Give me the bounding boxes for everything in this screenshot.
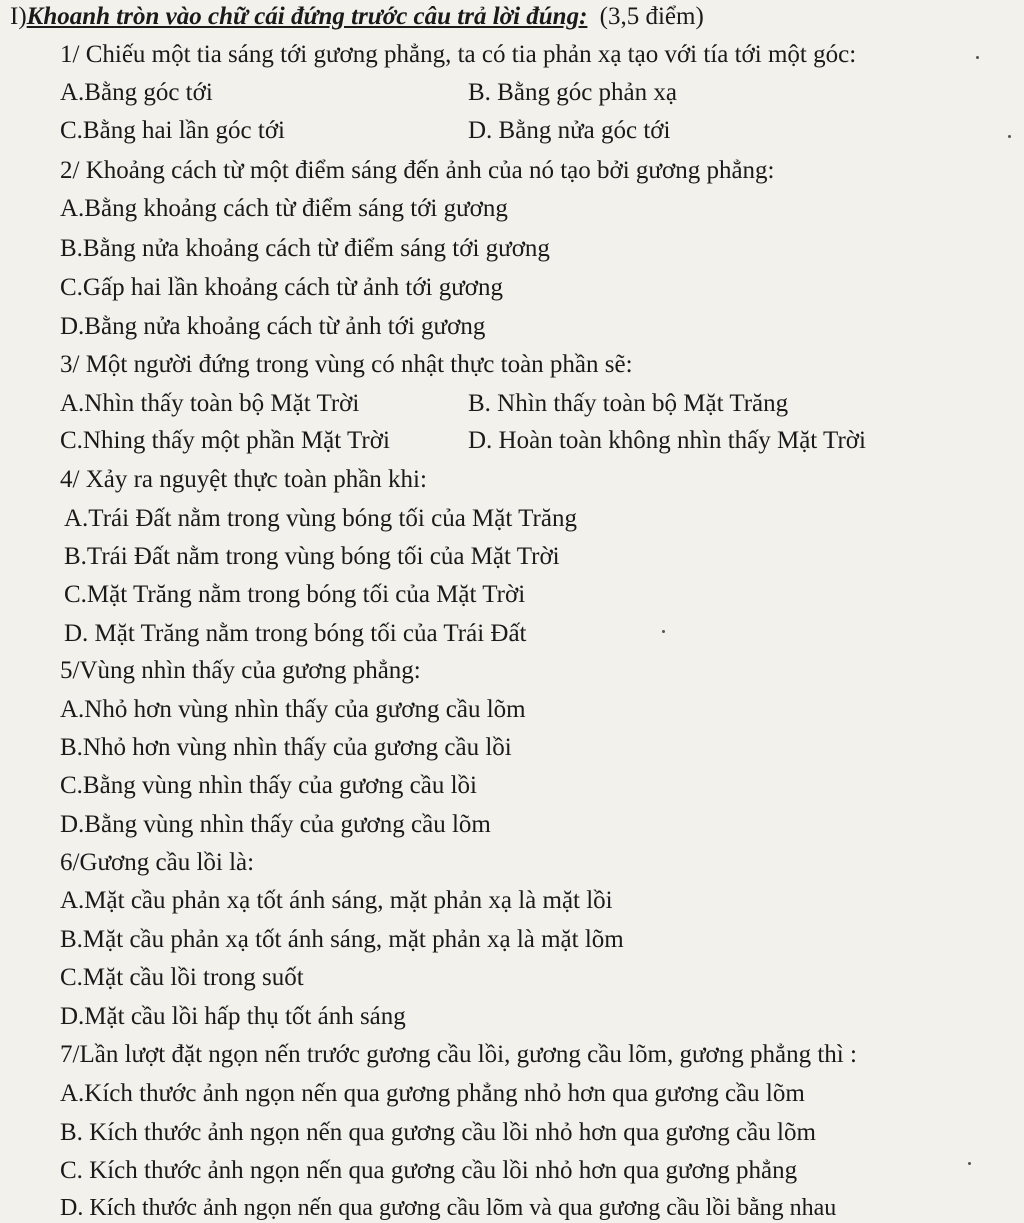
- question-1-option-b[interactable]: B. Bằng góc phản xạ: [468, 79, 677, 106]
- scan-speck: [662, 630, 665, 633]
- question-5-option-c[interactable]: C.Bằng vùng nhìn thấy của gương cầu lồi: [60, 772, 477, 799]
- question-5-option-b[interactable]: B.Nhỏ hơn vùng nhìn thấy của gương cầu lồi: [60, 734, 512, 761]
- scan-speck: [1008, 135, 1011, 138]
- scan-speck: [976, 56, 979, 59]
- question-3-stem: 3/ Một người đứng trong vùng có nhật thực toàn phần sẽ:: [60, 351, 633, 378]
- question-6-option-d[interactable]: D.Mặt cầu lồi hấp thụ tốt ánh sáng: [60, 1003, 406, 1030]
- question-3-option-a[interactable]: A.Nhìn thấy toàn bộ Mặt Trời: [60, 390, 360, 417]
- section-points: (3,5 điểm): [599, 3, 704, 30]
- question-5-stem: 5/Vùng nhìn thấy của gương phẳng:: [60, 657, 421, 684]
- question-7-stem: 7/Lần lượt đặt ngọn nến trước gương cầu lồi, gương cầu lõm, gương phẳng thì :: [60, 1041, 857, 1068]
- question-3-option-b[interactable]: B. Nhìn thấy toàn bộ Mặt Trăng: [468, 390, 789, 417]
- question-4-option-a[interactable]: A.Trái Đất nằm trong vùng bóng tối của Mặt Trăng: [64, 505, 577, 532]
- section-number: I): [10, 3, 27, 30]
- question-1-option-a[interactable]: A.Bằng góc tới: [60, 79, 213, 106]
- question-5-option-a[interactable]: A.Nhỏ hơn vùng nhìn thấy của gương cầu lõm: [60, 696, 526, 723]
- question-6-option-b[interactable]: B.Mặt cầu phản xạ tốt ánh sáng, mặt phản xạ là mặt lõm: [60, 926, 624, 953]
- question-7-option-b[interactable]: B. Kích thước ảnh ngọn nến qua gương cầu lồi nhỏ hơn qua gương cầu lõm: [60, 1119, 816, 1146]
- question-7-option-d[interactable]: D. Kích thước ảnh ngọn nến qua gương cầu lõm và qua gương cầu lồi bằng nhau: [60, 1195, 837, 1221]
- question-3-option-d[interactable]: D. Hoàn toàn không nhìn thấy Mặt Trời: [468, 427, 866, 454]
- scan-speck: [968, 1162, 971, 1165]
- question-5-option-d[interactable]: D.Bằng vùng nhìn thấy của gương cầu lõm: [60, 811, 491, 838]
- question-1-option-d[interactable]: D. Bằng nửa góc tới: [468, 117, 671, 144]
- question-4-stem: 4/ Xảy ra nguyệt thực toàn phần khi:: [60, 466, 427, 493]
- question-7-option-a[interactable]: A.Kích thước ảnh ngọn nến qua gương phẳng nhỏ hơn qua gương cầu lõm: [60, 1080, 805, 1107]
- question-6-option-c[interactable]: C.Mặt cầu lồi trong suốt: [60, 964, 304, 991]
- question-3-option-c[interactable]: C.Nhing thấy một phần Mặt Trời: [60, 427, 390, 454]
- question-4-option-d[interactable]: D. Mặt Trăng nằm trong bóng tối của Trái Đất: [64, 620, 527, 647]
- question-1-option-c[interactable]: C.Bằng hai lần góc tới: [60, 117, 285, 144]
- question-2-option-a[interactable]: A.Bằng khoảng cách từ điểm sáng tới gương: [60, 195, 508, 222]
- question-7-option-c[interactable]: C. Kích thước ảnh ngọn nến qua gương cầu lồi nhỏ hơn qua gương phẳng: [60, 1157, 798, 1184]
- question-1-stem: 1/ Chiếu một tia sáng tới gương phẳng, ta có tia phản xạ tạo với tía tới một góc:: [60, 41, 857, 68]
- section-header: [10, 2, 704, 32]
- question-2-option-d[interactable]: D.Bằng nửa khoảng cách từ ảnh tới gương: [60, 313, 486, 340]
- question-2-stem: 2/ Khoảng cách từ một điểm sáng đến ảnh của nó tạo bởi gương phẳng:: [60, 157, 775, 184]
- question-6-stem: 6/Gương cầu lồi là:: [60, 849, 255, 876]
- section-instruction: Khoanh tròn vào chữ cái đứng trước câu trả lời đúng:: [26, 3, 588, 30]
- question-4-option-b[interactable]: B.Trái Đất nằm trong vùng bóng tối của Mặt Trời: [64, 543, 560, 570]
- question-4-option-c[interactable]: C.Mặt Trăng nằm trong bóng tối của Mặt Trời: [64, 581, 526, 608]
- question-2-option-c[interactable]: C.Gấp hai lần khoảng cách từ ảnh tới gương: [60, 274, 504, 301]
- question-2-option-b[interactable]: B.Bằng nửa khoảng cách từ điểm sáng tới gương: [60, 235, 550, 262]
- question-6-option-a[interactable]: A.Mặt cầu phản xạ tốt ánh sáng, mặt phản xạ là mặt lồi: [60, 887, 613, 914]
